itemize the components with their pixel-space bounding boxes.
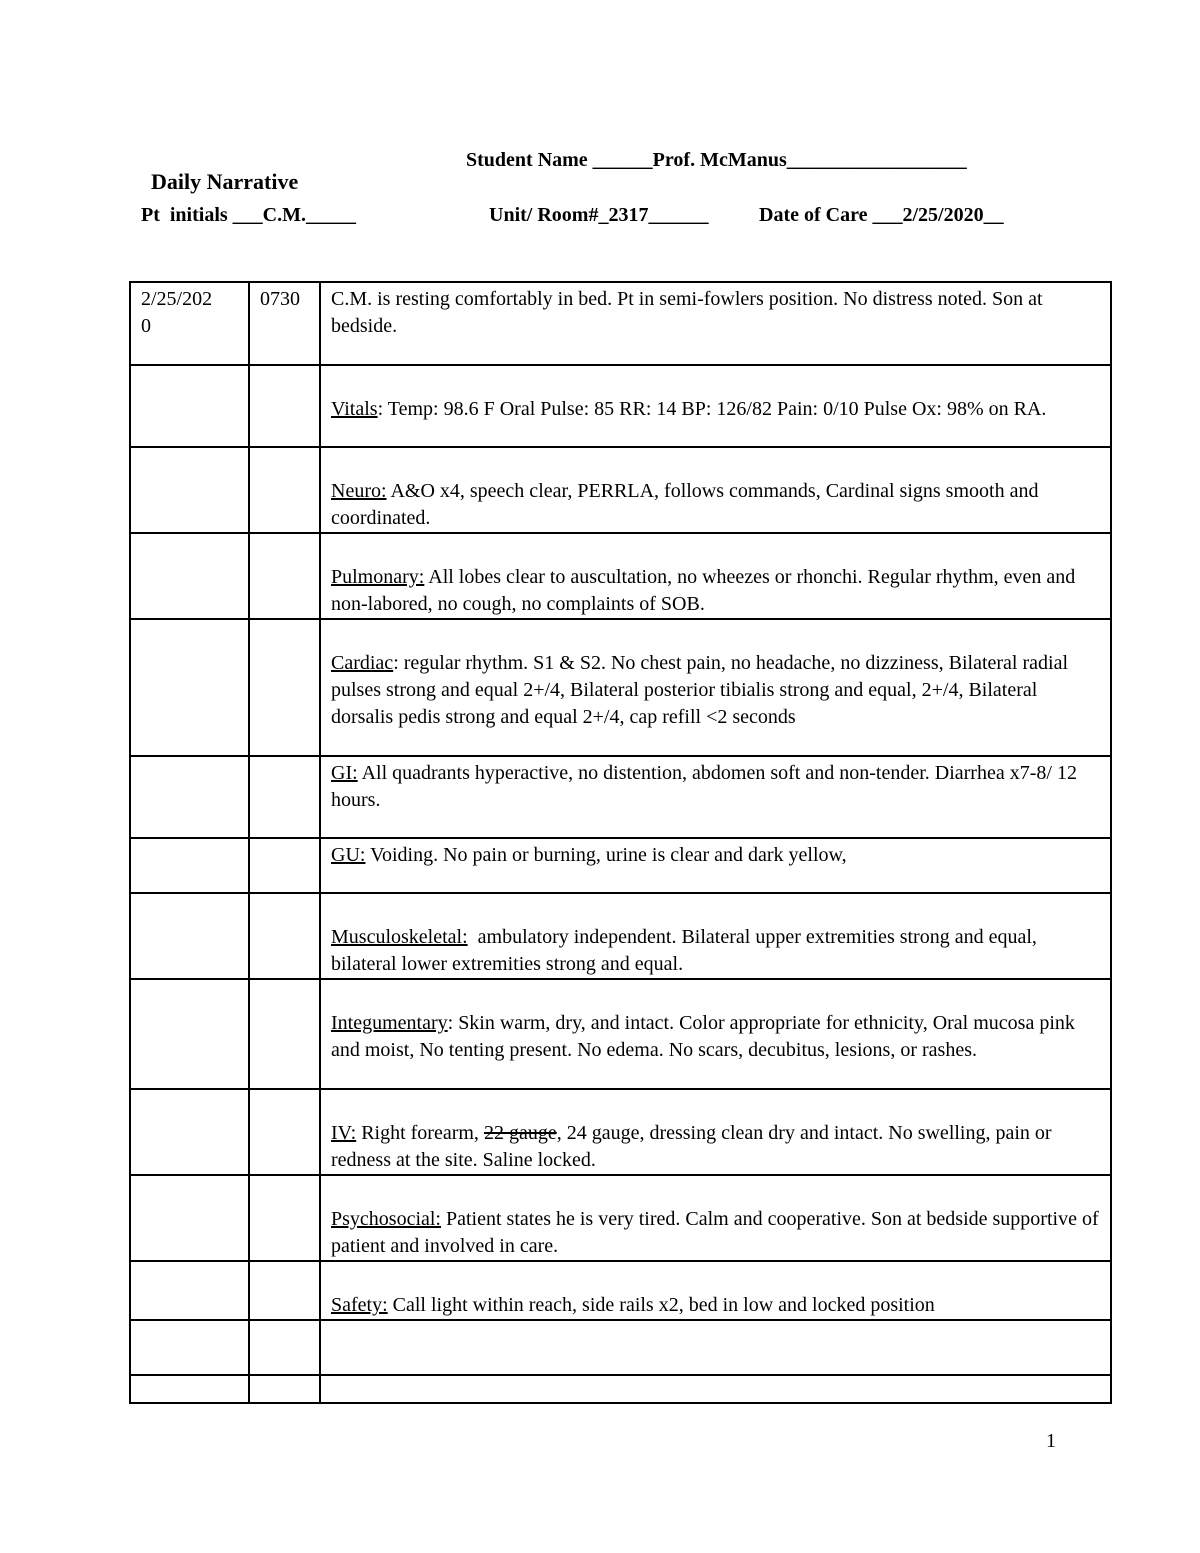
time-cell	[249, 979, 320, 1089]
section-label-pulmonary: Pulmonary:	[331, 566, 425, 588]
narrative-cell	[320, 1261, 1111, 1320]
struck-out-text: 22 gauge	[483, 1122, 557, 1144]
table-row	[130, 447, 1111, 533]
time-cell	[249, 533, 320, 619]
narrative-cell	[320, 1175, 1111, 1261]
narrative-cell	[320, 1375, 1111, 1403]
date-cell	[130, 838, 249, 893]
time-cell	[249, 1375, 320, 1403]
student-name-line	[466, 148, 967, 172]
date-cell	[130, 447, 249, 533]
narrative-cell	[320, 1089, 1111, 1175]
time-cell	[249, 1261, 320, 1320]
narrative-text: All quadrants hyperactive, no distention, abdomen soft and non-tender. Diarrhea x7-8/ 12 hours.	[331, 762, 1077, 811]
table-row	[130, 365, 1111, 447]
form-title	[141, 146, 298, 195]
pt-initials-tail: _____	[306, 204, 356, 226]
table-row	[130, 1089, 1111, 1175]
time-cell	[249, 619, 320, 756]
date-of-care-label: Date of Care ___	[759, 204, 903, 226]
narrative-table	[129, 281, 1112, 1404]
narrative-text: regular rhythm. S1 & S2. No chest pain, no headache, no dizziness, Bilateral radial pulses strong and equal 2+/4, Bilateral posterior tibialis strong and equal, 2+/4, Bilateral dorsalis pedis strong and equal 2+/4, cap refill <2 seconds	[331, 652, 1069, 728]
table-row	[130, 619, 1111, 756]
pt-initials-label: Pt initials ___	[141, 204, 263, 226]
time-cell	[249, 1175, 320, 1261]
table-row	[130, 533, 1111, 619]
narrative-cell	[320, 282, 1111, 365]
section-label-gu: GU:	[331, 844, 366, 866]
student-name-blank: ______	[592, 149, 653, 171]
date-cell	[130, 282, 249, 365]
date-cell	[130, 619, 249, 756]
time-cell-text: 0730	[260, 288, 300, 310]
narrative-cell	[320, 979, 1111, 1089]
date-cell	[130, 893, 249, 979]
time-cell	[249, 893, 320, 979]
instructor-name: Prof. McManus	[652, 149, 787, 171]
label-separator: :	[393, 652, 404, 674]
date-cell	[130, 1175, 249, 1261]
section-label-iv: IV:	[331, 1122, 357, 1144]
narrative-cell	[320, 838, 1111, 893]
table-row	[130, 1375, 1111, 1403]
table-row	[130, 282, 1111, 365]
instructor-blank: __________________	[786, 149, 967, 171]
narrative-text: Patient states he is very tired. Calm and cooperative. Son at bedside supportive of patient and involved in care.	[331, 1208, 1099, 1257]
time-cell	[249, 447, 320, 533]
narrative-text: All lobes clear to auscultation, no wheezes or rhonchi. Regular rhythm, even and non-labored, no cough, no complaints of SOB.	[331, 566, 1076, 615]
narrative-text: Voiding. No pain or burning, urine is clear and dark yellow,	[370, 844, 847, 866]
date-cell	[130, 533, 249, 619]
narrative-text: ambulatory independent. Bilateral upper extremities strong and equal, bilateral lower extremities strong and equal.	[331, 926, 1037, 975]
narrative-cell	[320, 365, 1111, 447]
section-label-vitals: Vitals	[331, 398, 378, 420]
section-label-neuro: Neuro:	[331, 480, 387, 502]
date-of-care-tail: __	[983, 204, 1004, 226]
label-separator	[468, 926, 478, 948]
narrative-cell	[320, 1320, 1111, 1375]
date-cell-text: 2/25/202 0	[141, 288, 213, 337]
unit-room-tail: ______	[648, 204, 709, 226]
narrative-cell	[320, 893, 1111, 979]
date-of-care-line	[759, 203, 1004, 227]
label-separator: :	[447, 1012, 459, 1034]
time-cell	[249, 365, 320, 447]
section-label-safety: Safety:	[331, 1294, 388, 1316]
narrative-cell	[320, 447, 1111, 533]
table-row	[130, 979, 1111, 1089]
table-row	[130, 1175, 1111, 1261]
narrative-cell	[320, 533, 1111, 619]
narrative-text-prefix: Right forearm,	[361, 1122, 484, 1144]
narrative-cell	[320, 756, 1111, 838]
date-cell	[130, 1089, 249, 1175]
narrative-text: , 24 gauge, dressing clean dry and intact. No swelling, pain or redness at the site. Saline locked.	[331, 1122, 1052, 1171]
narrative-text: Skin warm, dry, and intact. Color appropriate for ethnicity, Oral mucosa pink and moist, No tenting present. No edema. No scars, decubitus, lesions, or rashes.	[331, 1012, 1075, 1061]
section-label-integumentary: Integumentary	[331, 1012, 448, 1034]
time-cell	[249, 1089, 320, 1175]
narrative-text: C.M. is resting comfortably in bed. Pt in semi-fowlers position. No distress noted. Son at bedside.	[331, 288, 1043, 337]
date-cell	[130, 756, 249, 838]
date-cell	[130, 1320, 249, 1375]
table-row	[130, 893, 1111, 979]
time-cell	[249, 756, 320, 838]
form-title-text: Daily Narrative	[151, 169, 299, 194]
student-name-label: Student Name	[466, 149, 588, 171]
page-number: 1	[1046, 1430, 1056, 1452]
time-cell	[249, 282, 320, 365]
table-row	[130, 1261, 1111, 1320]
pt-initials-value: C.M.	[262, 204, 306, 226]
unit-room-label: Unit/ Room#_	[489, 204, 609, 226]
date-of-care-value: 2/25/2020	[902, 204, 984, 226]
date-cell	[130, 365, 249, 447]
section-label-psychosocial: Psychosocial:	[331, 1208, 441, 1230]
pt-initials-line	[141, 203, 356, 227]
table-row	[130, 838, 1111, 893]
date-cell	[130, 1375, 249, 1403]
label-separator: :	[377, 398, 388, 420]
narrative-text: A&O x4, speech clear, PERRLA, follows commands, Cardinal signs smooth and coordinated.	[331, 480, 1039, 529]
date-cell	[130, 979, 249, 1089]
unit-room-line	[489, 203, 708, 227]
date-cell	[130, 1261, 249, 1320]
time-cell	[249, 838, 320, 893]
table-row	[130, 756, 1111, 838]
unit-room-value: 2317	[608, 204, 649, 226]
time-cell	[249, 1320, 320, 1375]
table-row	[130, 1320, 1111, 1375]
section-label-musculoskeletal: Musculoskeletal:	[331, 926, 468, 948]
narrative-text: Call light within reach, side rails x2, bed in low and locked position	[392, 1294, 935, 1316]
section-label-gi: GI:	[331, 762, 358, 784]
narrative-cell	[320, 619, 1111, 756]
narrative-text: Temp: 98.6 F Oral Pulse: 85 RR: 14 BP: 126/82 Pain: 0/10 Pulse Ox: 98% on RA.	[387, 398, 1047, 420]
section-label-cardiac: Cardiac	[331, 652, 394, 674]
